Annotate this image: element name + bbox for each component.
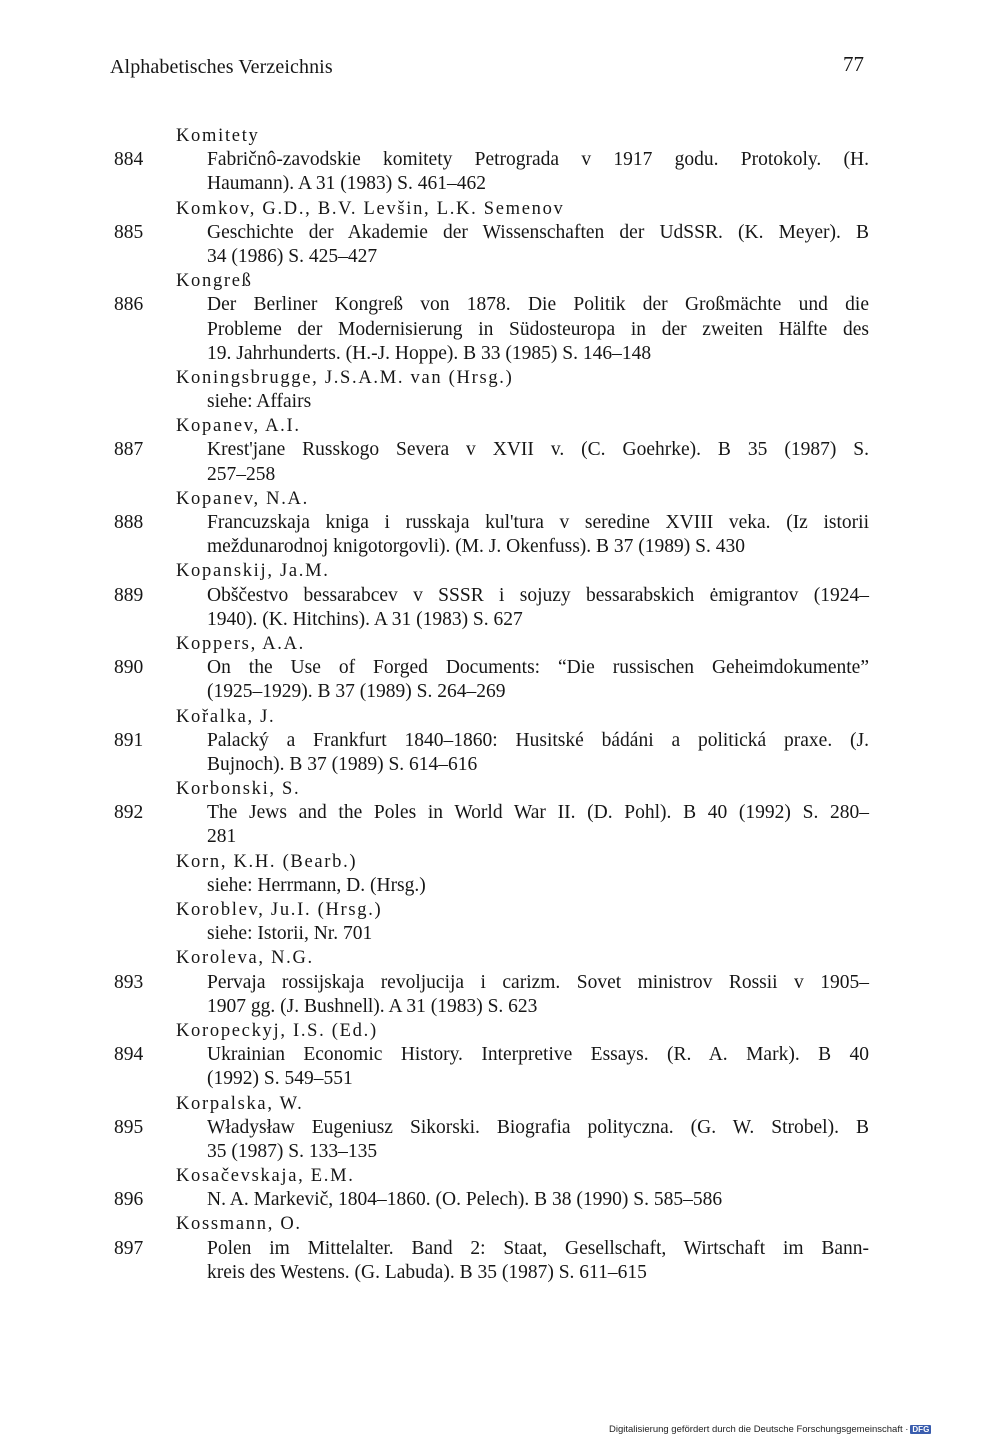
- entry-line-row: [0, 390, 1000, 414]
- author-heading: Kopanev, N.A.: [176, 488, 309, 509]
- entry-line-row: [0, 318, 1000, 342]
- entry-line-row: [0, 342, 1000, 366]
- entry-text-line: 34 (1986) S. 425–427: [207, 245, 378, 267]
- entry-number: 895: [114, 1116, 144, 1138]
- entry-text-line: Polen im Mittelalter. Band 2: Staat, Gesellschaft, Wirtschaft im Bann-: [207, 1237, 869, 1259]
- entry-text-line: Władysław Eugeniusz Sikorski. Biografia polityczna. (G. W. Strobel). B: [207, 1116, 869, 1138]
- entry-line-row: [0, 1043, 1000, 1067]
- entry-text-line: (1992) S. 549–551: [207, 1068, 353, 1090]
- entry-number: 896: [114, 1189, 144, 1211]
- entry-line-row: [0, 608, 1000, 632]
- entry-text-line: Fabričnô-zavodskie komitety Petrograda v 1917 godu. Protokoly. (H.: [207, 149, 869, 171]
- author-heading-row: [0, 559, 1000, 583]
- entry-line-row: [0, 463, 1000, 487]
- entry-line-row: [0, 511, 1000, 535]
- entry-line-row: [0, 656, 1000, 680]
- author-heading: Koropeckyj, I.S. (Ed.): [176, 1020, 378, 1041]
- entry-number: 891: [114, 729, 144, 751]
- author-heading-row: [0, 850, 1000, 874]
- entry-line-row: [0, 1140, 1000, 1164]
- entry-line-row: [0, 438, 1000, 462]
- entry-text-line: Palacký a Frankfurt 1840–1860: Husitské bádáni a politická praxe. (J.: [207, 729, 869, 751]
- author-heading: Koroleva, N.G.: [176, 948, 314, 969]
- entry-number: 887: [114, 439, 144, 461]
- author-heading-row: [0, 197, 1000, 221]
- entry-text-line: Ukrainian Economic History. Interpretive Essays. (R. A. Mark). B 40: [207, 1044, 869, 1066]
- author-heading: Kopanev, A.I.: [176, 416, 301, 437]
- author-heading: Kongreß: [176, 271, 253, 292]
- entry-text-line: siehe: Istorii, Nr. 701: [207, 923, 373, 945]
- entry-line-row: [0, 680, 1000, 704]
- author-heading-row: [0, 366, 1000, 390]
- author-heading-row: [0, 487, 1000, 511]
- entry-text-line: kreis des Westens. (G. Labuda). B 35 (1987) S. 611–615: [207, 1261, 647, 1283]
- author-heading-row: [0, 414, 1000, 438]
- entry-line-row: [0, 995, 1000, 1019]
- entry-text-line: 1907 gg. (J. Bushnell). A 31 (1983) S. 623: [207, 995, 538, 1017]
- entry-number: 897: [114, 1237, 144, 1259]
- running-title: Alphabetisches Verzeichnis: [110, 56, 333, 78]
- author-heading: Korn, K.H. (Bearb.): [176, 851, 358, 872]
- author-heading-row: [0, 269, 1000, 293]
- entry-text-line: (1925–1929). B 37 (1989) S. 264–269: [207, 681, 506, 703]
- entry-line-row: [0, 1067, 1000, 1091]
- entry-text-line: siehe: Herrmann, D. (Hrsg.): [207, 874, 426, 896]
- entry-line-row: [0, 1116, 1000, 1140]
- entry-text-line: 35 (1987) S. 133–135: [207, 1140, 378, 1162]
- author-heading: Koningsbrugge, J.S.A.M. van (Hrsg.): [176, 367, 514, 388]
- author-heading-row: [0, 1212, 1000, 1236]
- entry-line-row: [0, 221, 1000, 245]
- entry-text-line: N. A. Markevič, 1804–1860. (O. Pelech). B 38 (1990) S. 585–586: [207, 1189, 723, 1211]
- entry-line-row: [0, 535, 1000, 559]
- entry-text-line: Obščestvo bessarabcev v SSSR i sojuzy bessarabskich ėmigrantov (1924–: [207, 584, 869, 606]
- author-heading: Kopanskij, Ja.M.: [176, 561, 330, 582]
- author-heading-row: [0, 946, 1000, 970]
- author-heading-row: [0, 124, 1000, 148]
- entry-text-line: Haumann). A 31 (1983) S. 461–462: [207, 173, 486, 195]
- author-heading: Korbonski, S.: [176, 779, 301, 800]
- author-heading: Kossmann, O.: [176, 1214, 302, 1235]
- entry-number: 885: [114, 221, 144, 243]
- entry-line-row: [0, 825, 1000, 849]
- entry-text-line: 19. Jahrhunderts. (H.-J. Hoppe). B 33 (1985) S. 146–148: [207, 342, 652, 364]
- entry-text-line: 281: [207, 826, 237, 848]
- author-heading-row: [0, 1019, 1000, 1043]
- entry-line-row: [0, 729, 1000, 753]
- entry-text-line: Der Berliner Kongreß von 1878. Die Politik der Großmächte und die: [207, 294, 869, 316]
- entry-text-line: Probleme der Modernisierung in Südosteuropa in der zweiten Hälfte des: [207, 318, 869, 340]
- author-heading: Komitety: [176, 126, 260, 146]
- author-heading-row: [0, 632, 1000, 656]
- entry-line-row: [0, 1237, 1000, 1261]
- entry-line-row: [0, 245, 1000, 269]
- entry-text-line: Pervaja rossijskaja revoljucija i carizm. Sovet ministrov Rossii v 1905–: [207, 971, 869, 993]
- author-heading: Korpalska, W.: [176, 1093, 304, 1114]
- entry-number: 890: [114, 657, 144, 679]
- index-entries: [0, 124, 1000, 1285]
- entry-text-line: Francuzskaja kniga i russkaja kul'tura v seredine XVIII veka. (Iz istorii: [207, 512, 869, 533]
- author-heading-row: [0, 1164, 1000, 1188]
- entry-text-line: siehe: Affairs: [207, 391, 312, 413]
- author-heading: Kořalka, J.: [176, 706, 276, 727]
- author-heading: Komkov, G.D., B.V. Levšin, L.K. Semenov: [176, 198, 565, 219]
- entry-line-row: [0, 801, 1000, 825]
- entry-text-line: The Jews and the Poles in World War II. (D. Pohl). B 40 (1992) S. 280–: [207, 802, 869, 824]
- entry-number: 886: [114, 294, 144, 316]
- entry-number: 892: [114, 802, 144, 824]
- entry-line-row: [0, 148, 1000, 172]
- author-heading-row: [0, 1092, 1000, 1116]
- entry-number: 888: [114, 512, 144, 533]
- entry-line-row: [0, 293, 1000, 317]
- entry-text-line: Geschichte der Akademie der Wissenschaften der UdSSR. (K. Meyer). B: [207, 221, 869, 243]
- entry-line-row: [0, 922, 1000, 946]
- author-heading-row: [0, 705, 1000, 729]
- author-heading: Kosačevskaja, E.M.: [176, 1166, 355, 1187]
- funding-footer: [609, 1424, 931, 1435]
- entry-text-line: On the Use of Forged Documents: “Die russischen Geheimdokumente”: [207, 657, 869, 679]
- entry-line-row: [0, 874, 1000, 898]
- entry-line-row: [0, 1188, 1000, 1212]
- author-heading-row: [0, 777, 1000, 801]
- entry-line-row: [0, 1261, 1000, 1285]
- entry-text-line: 257–258: [207, 463, 276, 485]
- entry-number: 889: [114, 584, 144, 606]
- page-header: [0, 52, 1000, 86]
- author-heading: Koroblev, Ju.I. (Hrsg.): [176, 900, 383, 920]
- entry-number: 884: [114, 149, 144, 171]
- entry-line-row: [0, 971, 1000, 995]
- entry-text-line: Bujnoch). B 37 (1989) S. 614–616: [207, 753, 478, 775]
- entry-text-line: 1940). (K. Hitchins). A 31 (1983) S. 627: [207, 608, 523, 630]
- entry-text-line: Krest'jane Russkogo Severa v XVII v. (C. Goehrke). B 35 (1987) S.: [207, 439, 869, 461]
- entry-line-row: [0, 584, 1000, 608]
- page-number: 77: [843, 52, 864, 76]
- entry-line-row: [0, 172, 1000, 196]
- footer-text: Digitalisierung gefördert durch die Deutsche Forschungsgemeinschaft ·: [609, 1424, 909, 1435]
- dfg-logo: DFG: [912, 1425, 930, 1434]
- entry-line-row: [0, 753, 1000, 777]
- entry-number: 894: [114, 1044, 144, 1066]
- entry-text-line: meždunarodnoj knigotorgovli). (M. J. Okenfuss). B 37 (1989) S. 430: [207, 536, 746, 558]
- author-heading: Koppers, A.A.: [176, 633, 305, 654]
- entry-number: 893: [114, 971, 144, 993]
- author-heading-row: [0, 898, 1000, 922]
